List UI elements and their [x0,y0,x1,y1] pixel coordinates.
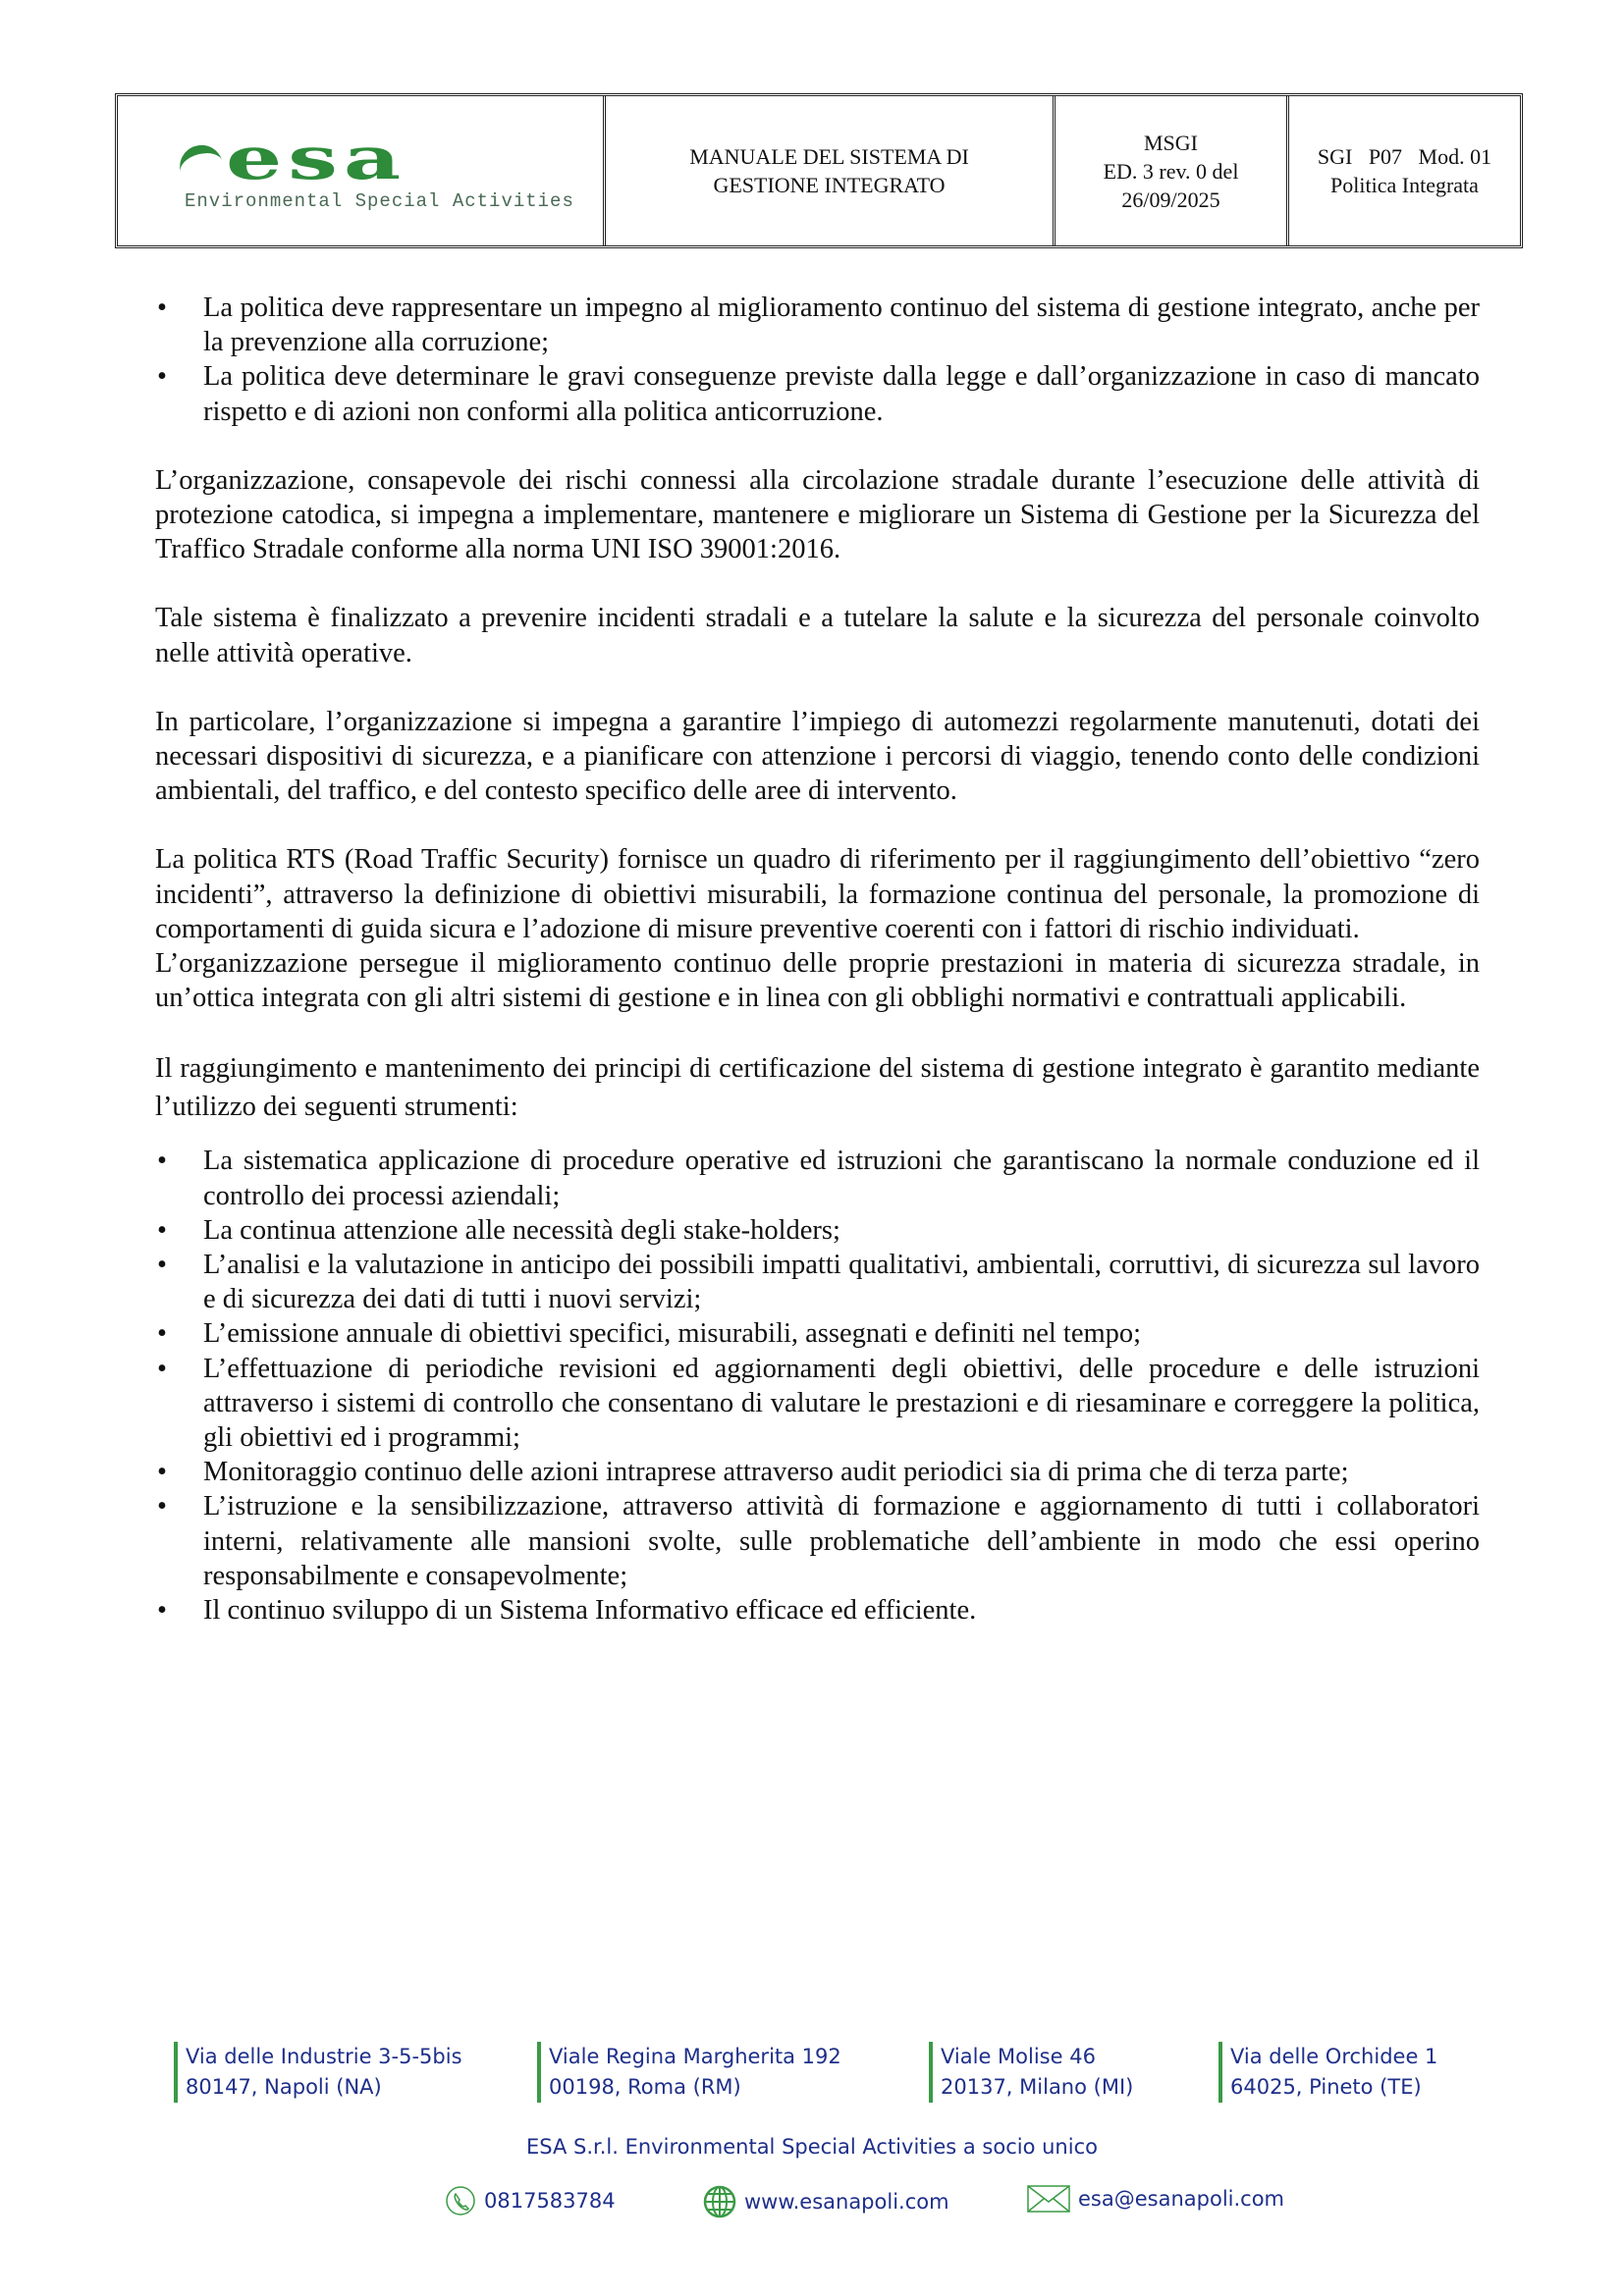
document-body [155,291,1480,1628]
list-item: • La sistematica applicazione di procedure operative ed istruzioni che garantiscano la normale conduzione ed il controllo dei processi aziendali; [155,1144,1480,1212]
address-pineto [1218,2042,1437,2103]
logo-subtitle: Environmental Special Activities [185,190,574,212]
address-line: Via delle Industrie 3-5-5bis [186,2045,462,2068]
reference-cell [1289,96,1520,245]
paragraph-text: Il raggiungimento e mantenimento dei principi di certificazione del sistema di gestione integrato è garantito mediante l’utilizzo dei seguenti strumenti: [155,1053,1480,1123]
paragraph-text: L’organizzazione persegue il miglioramento continuo delle proprie prestazioni in materia di sicurezza stradale, in un’ottica integrata con gli altri sistemi di gestione e in linea con gli obblighi normativi e contrattuali applicabili. [155,948,1480,1014]
list-item: • Il continuo sviluppo di un Sistema Informativo efficace ed efficiente. [155,1593,1480,1628]
phone-contact [445,2185,616,2216]
doc-code: MSGI [1143,130,1198,155]
website-contact [703,2185,949,2218]
list-item: • Monitoraggio continuo delle azioni intraprese attraverso audit periodici sia di prima che di terza parte; [155,1455,1480,1489]
company-name: ESA S.r.l. Environmental Special Activities a socio unico [526,2135,1098,2159]
address-line: 00198, Roma (RM) [549,2075,741,2099]
address-line: 64025, Pineto (TE) [1230,2075,1422,2099]
list-item: • La politica deve determinare le gravi conseguenze previste dalla legge e dall’organizzazione in caso di mancato rispetto e di azioni non conformi alla politica anticorruzione. [155,359,1480,428]
paragraph-text: La politica RTS (Road Traffic Security) fornisce un quadro di riferimento per il raggiungimento dell’obiettivo “zero incidenti”, attraverso la definizione di obiettivi misurabili, la formazione continua del personale, la promozione di comportamenti di guida sicura e l’adozione di misure preventive coerenti con i fattori di rischio individuati. [155,844,1480,944]
phone-number[interactable]: 0817583784 [484,2189,616,2213]
edition: ED. 3 rev. 0 del [1103,158,1239,184]
address-milano [929,2042,1133,2103]
document-header [115,93,1523,248]
address-line: 20137, Milano (MI) [941,2075,1134,2099]
reference-code: SGI P07 Mod. 01 [1317,144,1492,169]
list-item: • L’istruzione e la sensibilizzazione, attraverso attività di formazione e aggiornamento di tutti i collaboratori interni, relativamente alle mansioni svolte, sulle problematiche dell’ambiente in modo che essi operino responsabilmente e consapevolmente; [155,1489,1480,1593]
logo-mark [179,125,407,193]
address-napoli [174,2042,462,2103]
address-line: Viale Molise 46 [941,2045,1096,2068]
website-link[interactable]: www.esanapoli.com [744,2190,949,2214]
globe-icon [703,2185,736,2218]
title-cell [606,96,1056,245]
list-item: • La continua attenzione alle necessità degli stake-holders; [155,1213,1480,1248]
tools-bullets [155,1144,1480,1628]
title-line-2: GESTIONE INTEGRATO [713,173,946,197]
logo-cell [118,96,606,245]
list-item: • L’effettuazione di periodiche revisioni ed aggiornamenti degli obiettivi, delle procedure e delle istruzioni attraverso i sistemi di controllo che consentano di valutare le prestazioni e di riesaminare e correggere la politica, gli obiettivi ed i programmi; [155,1352,1480,1456]
paragraph-text: Tale sistema è finalizzato a prevenire incidenti stradali e a tutelare la salute e la sicurezza del personale coinvolto nelle attività operative. [155,603,1480,668]
email-link[interactable]: esa@esanapoli.com [1078,2187,1285,2211]
paragraph-text: In particolare, l’organizzazione si impegna a garantire l’impiego di automezzi regolarmente manutenuti, dotati dei necessari dispositivi di sicurezza, e a pianificare con attenzione i percorsi di viaggio, tenendo conto delle condizioni ambientali, del traffico, e del contesto specifico delle aree di intervento. [155,706,1480,807]
list-item: • La politica deve rappresentare un impegno al miglioramento continuo del sistema di gestione integrato, anche per la prevenzione alla corruzione; [155,291,1480,359]
list-item: • L’analisi e la valutazione in anticipo dei possibili impatti qualitativi, ambientali, corruttivi, di sicurezza sul lavoro e di sicurezza dei dati di tutti i nuovi servizi; [155,1248,1480,1316]
esa-logo [179,125,574,213]
edition-date: 26/09/2025 [1121,187,1220,212]
address-line: Viale Regina Margherita 192 [549,2045,841,2068]
list-item: • L’emissione annuale di obiettivi specifici, misurabili, assegnati e definiti nel tempo; [155,1316,1480,1351]
reference-title: Politica Integrata [1330,173,1479,197]
email-contact [1027,2185,1284,2213]
address-roma [537,2042,841,2103]
policy-bullets [155,291,1480,429]
leaf-icon [175,140,226,185]
phone-icon [445,2185,476,2216]
logo-word: esa [226,125,407,193]
address-line: 80147, Napoli (NA) [186,2075,382,2099]
envelope-icon [1027,2185,1070,2213]
edition-cell [1056,96,1289,245]
paragraph-text: L’organizzazione, consapevole dei rischi connessi alla circolazione stradale durante l’esecuzione delle attività di protezione catodica, si impegna a implementare, mantenere e migliorare un Sistema di Gestione per la Sicurezza del Traffico Stradale conforme alla norma UNI ISO 39001:2016. [155,464,1480,565]
title-line-1: MANUALE DEL SISTEMA DI [689,144,969,169]
address-line: Via delle Orchidee 1 [1230,2045,1438,2068]
